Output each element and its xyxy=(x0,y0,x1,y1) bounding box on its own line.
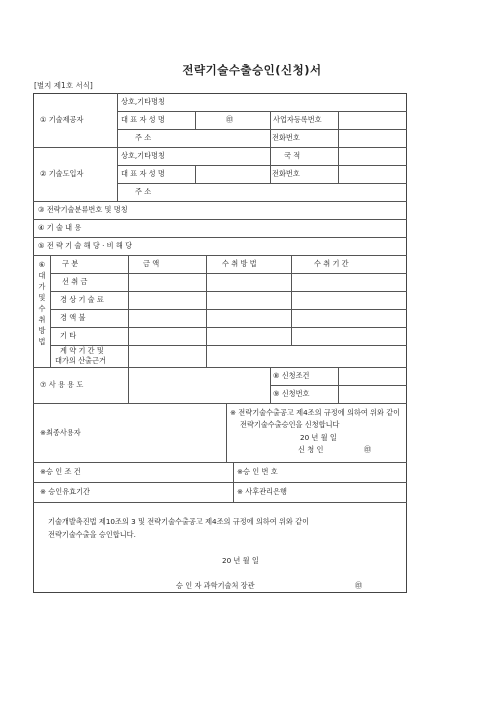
rule xyxy=(338,147,339,183)
classification-label: ③ 전략기술분류번호 및 명칭 xyxy=(38,205,128,214)
approval-statement-1: 기술개발촉진법 제10조의 3 및 전략기술수출공고 제4조의 규정에 의하여 위와 같이 xyxy=(48,517,310,526)
annex-label: [별지 제1호 서식] xyxy=(34,81,93,90)
enduser-statement-2: 전략기술수출승인을 신청합니다 xyxy=(240,420,340,429)
enduser-label: ※최종사용자 xyxy=(40,428,81,437)
col-header: 금 액 xyxy=(143,259,160,268)
approval-date: 20 년 월 일 xyxy=(222,556,259,565)
rule xyxy=(291,255,292,345)
col-header: 수 취 기 간 xyxy=(314,259,349,268)
rule xyxy=(270,147,271,183)
col-header: 수 취 방 법 xyxy=(222,259,257,268)
rule xyxy=(117,93,118,201)
rule xyxy=(50,273,407,274)
importer-label: ② 기술도입자 xyxy=(40,169,84,178)
usage-label: ⑦ 사 용 용 도 xyxy=(40,380,84,389)
seal-mark: ㊞ xyxy=(226,115,234,124)
provider-addr-label: 주 소 xyxy=(135,133,152,142)
apply-cond-label: ⑧ 신청조건 xyxy=(273,371,310,380)
rule xyxy=(117,165,407,166)
rule xyxy=(195,111,196,129)
col-header: 구 분 xyxy=(62,259,79,268)
rule xyxy=(33,237,407,238)
rule xyxy=(206,255,207,367)
provider-label: ① 기술제공자 xyxy=(40,115,84,124)
rule xyxy=(33,255,407,256)
rule xyxy=(195,165,196,183)
rule xyxy=(338,111,339,147)
provider-rep-label: 대 표 자 성 명 xyxy=(121,115,165,124)
importer-phone-label: 전화번호 xyxy=(272,169,300,178)
provider-bizno-label: 사업자등록번호 xyxy=(273,115,322,124)
rule xyxy=(50,309,407,310)
payment-item: 계 약 기 간 및 xyxy=(60,346,104,355)
tech-content-label: ④ 기 술 내 용 xyxy=(38,223,82,232)
rule xyxy=(33,482,407,483)
rule xyxy=(33,462,407,463)
rule xyxy=(50,291,407,292)
enduser-statement-1: ※ 전략기술수출공고 제4조의 규정에 의하여 위와 같이 xyxy=(230,408,401,417)
approval-statement-2: 전략기술수출을 승인합니다. xyxy=(48,530,136,539)
applicant-label: 신 청 인 xyxy=(298,445,324,454)
rule xyxy=(50,255,51,367)
rule xyxy=(338,367,339,403)
approval-cond-label: ※승 인 조 건 xyxy=(40,467,81,476)
approval-no-label: ※승 인 번 호 xyxy=(237,467,278,476)
payment-item: 선 취 금 xyxy=(62,277,88,286)
enduser-date: 20 년 월 일 xyxy=(300,433,337,442)
rule xyxy=(226,403,227,462)
importer-addr-label: 주 소 xyxy=(135,187,152,196)
rule xyxy=(128,255,129,367)
form-title: 전략기술수출승인(신청)서 xyxy=(182,63,322,77)
rule xyxy=(33,201,407,202)
rule xyxy=(117,129,407,130)
approver-label: 승 인 자 과학기술처 장관 xyxy=(176,581,255,590)
payment-method-label: ⑥대가및수취방법 xyxy=(38,260,46,346)
approval-period-label: ※ 승인유효기간 xyxy=(40,487,90,496)
rule xyxy=(128,367,129,403)
rule xyxy=(117,111,407,112)
post-bank-label: ※ 사후관리은행 xyxy=(237,487,287,496)
payment-item: 경 액 불 xyxy=(60,313,86,322)
rule xyxy=(33,403,407,404)
rule xyxy=(33,147,407,148)
seal-mark: ㊞ xyxy=(364,445,372,454)
seal-mark: ㊞ xyxy=(355,581,363,590)
rule xyxy=(33,219,407,220)
rule xyxy=(33,367,407,368)
rule xyxy=(270,111,271,147)
payment-item: 기 타 xyxy=(60,331,77,340)
importer-nation-label: 국 적 xyxy=(284,151,301,160)
provider-name-label: 상호,기타명칭 xyxy=(121,97,165,106)
rule xyxy=(233,462,234,502)
provider-phone-label: 전화번호 xyxy=(272,133,300,142)
rule xyxy=(50,327,407,328)
rule xyxy=(33,502,407,503)
importer-name-label: 상호,기타명칭 xyxy=(121,151,165,160)
rule xyxy=(270,367,271,403)
rule xyxy=(117,183,407,184)
apply-no-label: ⑨ 신청번호 xyxy=(273,389,310,398)
applicability-label: ⑤ 전 략 기 술 해 당 · 비 해 당 xyxy=(38,241,133,250)
payment-item: 경 상 기 술 료 xyxy=(60,295,104,304)
importer-rep-label: 대 표 자 성 명 xyxy=(121,169,165,178)
payment-item: 대가의 산출근거 xyxy=(55,356,106,365)
